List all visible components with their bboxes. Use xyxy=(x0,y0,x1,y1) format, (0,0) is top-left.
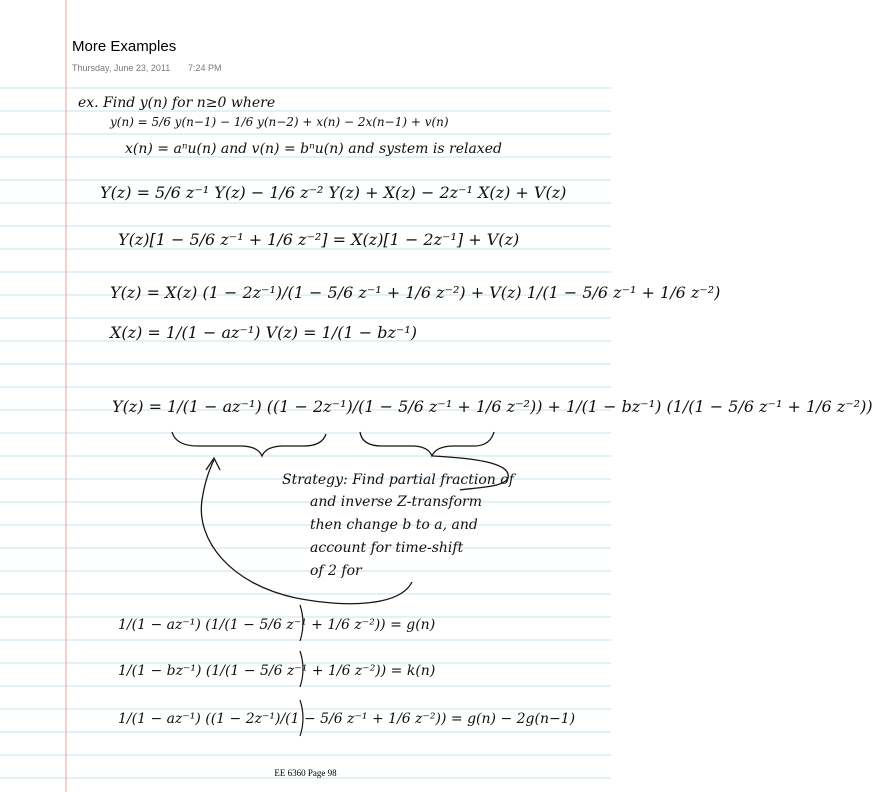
arrow-curve-back xyxy=(201,460,412,604)
problem-statement: ex. Find y(n) for n≥0 where xyxy=(78,95,276,111)
strategy-line-4: account for time-shift xyxy=(310,540,464,556)
result-g: 1/(1 − az⁻¹) (1/(1 − 5/6 z⁻¹ + 1/6 z⁻²)) = g(n) xyxy=(118,617,436,633)
page-date: Thursday, June 23, 2011 xyxy=(72,63,171,73)
strategy-line-3: then change b to a, and xyxy=(310,517,478,533)
result-bracket-3 xyxy=(300,700,303,736)
result-k: 1/(1 − bz⁻¹) (1/(1 − 5/6 z⁻¹ + 1/6 z⁻²)) = k(n) xyxy=(118,663,436,679)
page-footer: EE 6360 Page 98 xyxy=(274,768,337,778)
combined-expression: Y(z) = 1/(1 − az⁻¹) ((1 − 2z⁻¹)/(1 − 5/6 z⁻¹ + 1/6 z⁻²)) + 1/(1 − bz⁻¹) (1/(1 − 5/6 z⁻¹ + 1/6 z⁻²)) xyxy=(112,397,873,416)
result-shifted: 1/(1 − az⁻¹) ((1 − 2z⁻¹)/(1 − 5/6 z⁻¹ + 1/6 z⁻²)) = g(n) − 2g(n−1) xyxy=(118,711,576,727)
input-transforms: X(z) = 1/(1 − az⁻¹) V(z) = 1/(1 − bz⁻¹) xyxy=(110,323,417,342)
left-underbrace xyxy=(172,432,326,456)
z-transform-equation: Y(z) = 5/6 z⁻¹ Y(z) − 1/6 z⁻² Y(z) + X(z) − 2z⁻¹ X(z) + V(z) xyxy=(100,183,567,202)
arrow-head xyxy=(206,458,220,470)
page-time: 7:24 PM xyxy=(188,63,222,73)
difference-equation: y(n) = 5/6 y(n−1) − 1/6 y(n−2) + x(n) − 2x(n−1) + v(n) xyxy=(110,115,449,129)
page-title: More Examples xyxy=(72,38,177,55)
solved-equation: Y(z) = X(z) (1 − 2z⁻¹)/(1 − 5/6 z⁻¹ + 1/6 z⁻²) + V(z) 1/(1 − 5/6 z⁻¹ + 1/6 z⁻²) xyxy=(110,283,721,302)
strategy-line-2: and inverse Z-transform xyxy=(310,494,482,510)
strategy-line-5: of 2 for xyxy=(310,563,362,579)
right-underbrace xyxy=(360,432,494,456)
factored-equation: Y(z)[1 − 5/6 z⁻¹ + 1/6 z⁻²] = X(z)[1 − 2z⁻¹] + V(z) xyxy=(118,230,520,249)
strategy-line-1: Strategy: Find partial fraction of xyxy=(282,472,514,488)
result-bracket-2 xyxy=(300,651,303,687)
input-definitions: x(n) = aⁿu(n) and v(n) = bⁿu(n) and system is relaxed xyxy=(125,141,502,157)
arrow-to-strategy xyxy=(433,456,508,490)
result-bracket-1 xyxy=(300,605,303,641)
